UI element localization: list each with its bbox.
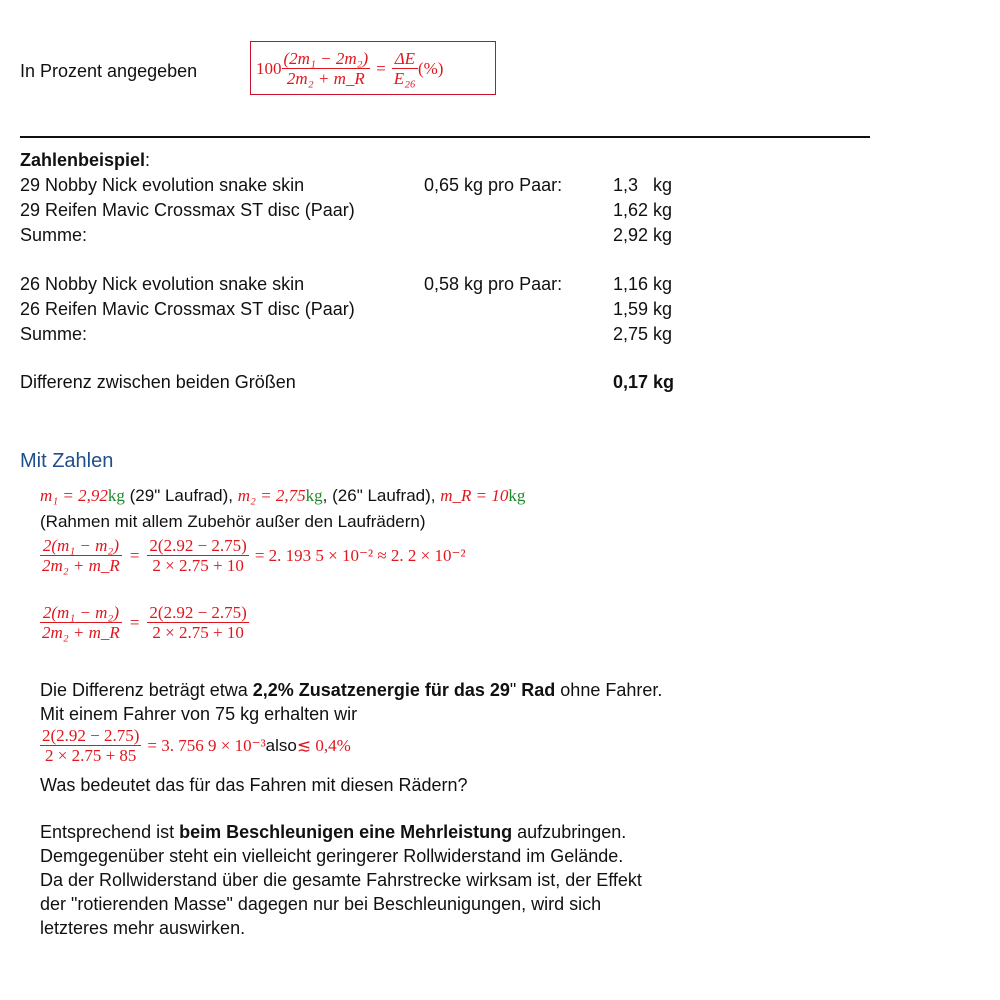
- p2-line5: letzteres mehr auswirken.: [40, 918, 246, 938]
- eq3-approx: ≲ 0,4%: [296, 736, 351, 756]
- row-label: 29 Reifen Mavic Crossmax ST disc (Paar): [20, 200, 355, 220]
- text1-e: ohne Fahrer.: [555, 680, 663, 700]
- eq2-rden: 2 × 2.75 + 10: [152, 622, 244, 642]
- formula-rhs-fraction: [392, 50, 418, 88]
- p2-line1: [40, 822, 626, 843]
- var-t2: , (26" Laufrad),: [322, 486, 441, 505]
- example-title: [20, 150, 150, 171]
- diff-value: 0,17 kg: [613, 372, 675, 392]
- equation-1: $\frac{\text{2(m₁ − m₂)}}{\text{2m₂ + m\_R}}$ = $\frac{2(2.92 - 2.75)}{2 \times 2.75 + 10}$ = 2. 193 5 × 10⁻² ≈ 2. 2 × 10⁻²: [42, 536, 466, 575]
- eq2-left: [40, 604, 122, 642]
- row-value: 1,62 kg: [613, 200, 673, 220]
- example-title-colon: :: [145, 150, 151, 170]
- formula-rhs-num: ΔE: [392, 50, 418, 69]
- text-differenz: [40, 680, 662, 701]
- text1-d: Rad: [521, 680, 556, 700]
- equation-3: [40, 727, 351, 765]
- row-label: 26 Reifen Mavic Crossmax ST disc (Paar): [20, 299, 355, 319]
- var-kg1: kg: [107, 486, 125, 505]
- p2-line2: Demgegenüber steht ein vielleicht geringerer Rollwiderstand im Gelände.: [40, 846, 624, 866]
- formula-den: 2m₂ + m_R: [286, 68, 365, 88]
- eq2-lden: 2m₂ + m_R: [42, 622, 120, 642]
- text1-a: Die Differenz beträgt etwa: [40, 680, 253, 700]
- eq3-result: = 3. 756 9 × 10⁻³: [147, 736, 266, 756]
- eq2-right: [147, 604, 248, 642]
- eq3-num: 2(2.92 − 2.75): [42, 726, 140, 745]
- divider: [20, 136, 870, 138]
- eq1-left: [40, 537, 122, 575]
- p2-line3: Da der Rollwiderstand über die gesamte Fahrstrecke wirksam ist, der Effekt: [40, 870, 642, 890]
- diff-label: Differenz zwischen beiden Größen: [20, 372, 296, 392]
- row-value: 1,3 kg: [613, 175, 673, 195]
- p2-line4: der "rotierenden Masse" dagegen nur bei Beschleunigungen, wird sich: [40, 894, 602, 914]
- formula-prefix: 100: [256, 59, 282, 78]
- var-kg3: kg: [508, 486, 526, 505]
- formula-num: (2m₁ − 2m₂): [283, 48, 369, 68]
- example-title-text: Zahlenbeispiel: [20, 150, 146, 170]
- eq3-also: also: [265, 736, 297, 756]
- row-label: Summe:: [20, 324, 88, 344]
- row-value: 2,92 kg: [613, 225, 673, 245]
- p2-b: beim Beschleunigen eine Mehrleistung: [179, 822, 513, 842]
- eq1-right: [147, 537, 248, 575]
- var-kg2: kg: [305, 486, 323, 505]
- header-formula: [256, 46, 443, 92]
- p2-c: aufzubringen.: [512, 822, 627, 842]
- mit-zahlen-heading: Mit Zahlen: [20, 450, 114, 472]
- formula-rhs-den: E₂₆: [393, 68, 416, 88]
- formula-fraction: [282, 50, 371, 88]
- eq1-lden: 2m₂ + m_R: [42, 555, 120, 575]
- var-m2: m₂ = 2,75: [237, 486, 306, 505]
- rahmen-text: (Rahmen mit allem Zubehör außer den Laufrädern): [40, 512, 426, 531]
- row-per-pair: 0,58 kg pro Paar:: [424, 274, 563, 294]
- row-value: 1,16 kg: [613, 274, 673, 294]
- eq1-rnum: 2(2.92 − 2.75): [149, 536, 247, 555]
- text1-b: 2,2% Zusatzenergie für das 29: [252, 680, 510, 700]
- formula-eq: =: [376, 59, 386, 78]
- var-m1: m₁ = 2,92: [40, 486, 108, 505]
- equation-2: $\frac{\text{2(m₁ − m₂)}}{\text{2m₂ + m\_R}}$ = $\frac{2(2.92 - 2.75)}{2 \times 2.75 + 10}$: [42, 603, 247, 642]
- formula-rhs-suffix: (%): [417, 59, 444, 78]
- text-frage: Was bedeutet das für das Fahren mit diesen Rädern?: [40, 775, 468, 795]
- eq1-lnum: 2(m₁ − m₂): [40, 537, 122, 556]
- row-per-pair: 0,65 kg pro Paar:: [424, 175, 563, 195]
- eq2-rnum: 2(2.92 − 2.75): [149, 603, 247, 622]
- eq1-result: = 2. 193 5 × 10⁻² ≈ 2. 2 × 10⁻²: [254, 546, 466, 566]
- text-fahrer: Mit einem Fahrer von 75 kg erhalten wir: [40, 704, 358, 724]
- var-mr: m_R = 10: [440, 486, 509, 505]
- row-label: 29 Nobby Nick evolution snake skin: [20, 175, 305, 195]
- row-value: 2,75 kg: [613, 324, 673, 344]
- header-label: In Prozent angegeben: [20, 61, 198, 81]
- text1-c: ": [509, 680, 522, 700]
- eq1-rden: 2 × 2.75 + 10: [152, 555, 244, 575]
- row-value: 1,59 kg: [613, 299, 673, 319]
- row-label: 26 Nobby Nick evolution snake skin: [20, 274, 305, 294]
- eq2-lnum: 2(m₁ − m₂): [40, 604, 122, 623]
- eq3-fraction: [40, 727, 141, 765]
- eq3-den: 2 × 2.75 + 85: [44, 745, 137, 765]
- var-t1: (29" Laufrad),: [124, 486, 238, 505]
- p2-a: Entsprechend ist: [40, 822, 180, 842]
- vars-line: [40, 486, 525, 506]
- row-label: Summe:: [20, 225, 88, 245]
